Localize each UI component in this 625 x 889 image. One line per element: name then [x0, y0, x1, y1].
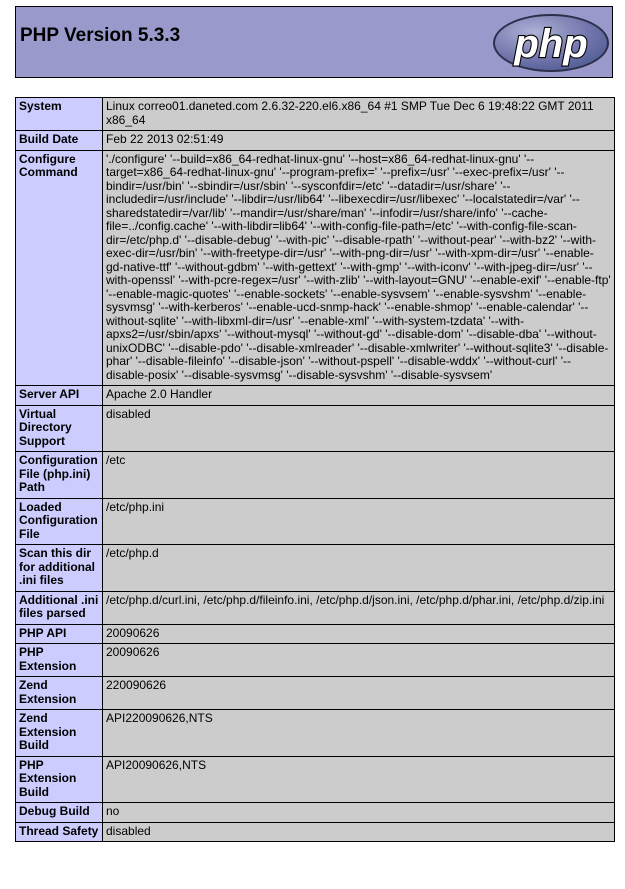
- row-value: disabled: [103, 405, 615, 452]
- row-key: PHP Extension Build: [16, 756, 103, 803]
- table-row: [16, 498, 615, 545]
- row-value: API220090626,NTS: [103, 710, 615, 757]
- page-title: PHP Version 5.3.3: [20, 25, 181, 46]
- table-row: [16, 803, 615, 823]
- table-row: [16, 624, 615, 644]
- table-row: [16, 452, 615, 499]
- row-value: 220090626: [103, 677, 615, 710]
- row-key: Zend Extension: [16, 677, 103, 710]
- row-key: PHP Extension: [16, 644, 103, 677]
- row-key: Server API: [16, 386, 103, 406]
- table-row: [16, 405, 615, 452]
- row-key: Virtual Directory Support: [16, 405, 103, 452]
- row-value: Apache 2.0 Handler: [103, 386, 615, 406]
- table-row: [16, 386, 615, 406]
- row-key: Thread Safety: [16, 822, 103, 842]
- row-value: Feb 22 2013 02:51:49: [103, 131, 615, 151]
- row-value: /etc/php.d/curl.ini, /etc/php.d/fileinfo.ini, /etc/php.d/json.ini, /etc/php.d/phar.ini, /etc/php.d/zip.ini: [103, 591, 615, 624]
- row-key: PHP API: [16, 624, 103, 644]
- table-row: [16, 150, 615, 386]
- row-key: System: [16, 98, 103, 131]
- row-value: /etc/php.ini: [103, 498, 615, 545]
- row-value: 20090626: [103, 624, 615, 644]
- table-row: [16, 644, 615, 677]
- table-row: [16, 545, 615, 592]
- table-row: [16, 131, 615, 151]
- table-row: [16, 710, 615, 757]
- table-row: [16, 822, 615, 842]
- row-value: 20090626: [103, 644, 615, 677]
- row-key: Additional .ini files parsed: [16, 591, 103, 624]
- row-value: /etc/php.d: [103, 545, 615, 592]
- row-value: Linux correo01.daneted.com 2.6.32-220.el6.x86_64 #1 SMP Tue Dec 6 19:48:22 GMT 2011 x86_64: [103, 98, 615, 131]
- row-value: disabled: [103, 822, 615, 842]
- row-value: /etc: [103, 452, 615, 499]
- row-key: Loaded Configuration File: [16, 498, 103, 545]
- php-info-table: [15, 97, 615, 842]
- php-logo-icon[interactable]: [492, 13, 610, 73]
- row-value: no: [103, 803, 615, 823]
- row-key: Configure Command: [16, 150, 103, 386]
- row-key: Debug Build: [16, 803, 103, 823]
- table-row: [16, 677, 615, 710]
- row-key: Configuration File (php.ini) Path: [16, 452, 103, 499]
- table-row: [16, 756, 615, 803]
- table-row: [16, 591, 615, 624]
- row-key: Build Date: [16, 131, 103, 151]
- table-row: [16, 98, 615, 131]
- php-version-header: [15, 6, 613, 78]
- php-logo-text: php: [514, 22, 588, 66]
- row-key: Zend Extension Build: [16, 710, 103, 757]
- row-key: Scan this dir for additional .ini files: [16, 545, 103, 592]
- row-value: API20090626,NTS: [103, 756, 615, 803]
- row-value: './configure' '--build=x86_64-redhat-linux-gnu' '--host=x86_64-redhat-linux-gnu' '--target=x86_64-redhat-linux-gnu' '--program-prefix=' '--prefix=/usr' '--exec-prefix=/usr' '--bindir=/usr/bin' '--sbindir=/usr/sbin' '--sysconfdir=/etc' '--datadir=/usr/share' '--includedir=/usr/include' '--libdir=/usr/lib64' '--libexecdir=/usr/libexec' '--localstatedir=/var' '--sharedstatedir=/var/lib' '--mandir=/usr/share/man' '--infodir=/usr/share/info' '--cache-file=../config.cache' '--with-libdir=lib64' '--with-config-file-path=/etc' '--with-config-file-scan-dir=/etc/php.d' '--disable-debug' '--with-pic' '--disable-rpath' '--without-pear' '--with-bz2' '--with-exec-dir=/usr/bin' '--with-freetype-dir=/usr' '--with-png-dir=/usr' '--with-xpm-dir=/usr' '--enable-gd-native-ttf' '--without-gdbm' '--with-gettext' '--with-gmp' '--with-iconv' '--with-jpeg-dir=/usr' '--with-openssl' '--with-pcre-regex=/usr' '--with-zlib' '--with-layout=GNU' '--enable-exif' '--enable-ftp' '--enable-magic-quotes' '--enable-sockets' '--enable-sysvsem' '--enable-sysvshm' '--enable-sysvmsg' '--with-kerberos' '--enable-ucd-snmp-hack' '--enable-shmop' '--enable-calendar' '--without-sqlite' '--with-libxml-dir=/usr' '--enable-xml' '--with-system-tzdata' '--with-apxs2=/usr/sbin/apxs' '--without-mysql' '--without-gd' '--disable-dom' '--disable-dba' '--without-unixODBC' '--disable-pdo' '--disable-xmlreader' '--disable-xmlwriter' '--without-sqlite3' '--disable-phar' '--disable-fileinfo' '--disable-json' '--without-pspell' '--disable-wddx' '--without-curl' '--disable-posix' '--disable-sysvmsg' '--disable-sysvshm' '--disable-sysvsem': [103, 150, 615, 386]
